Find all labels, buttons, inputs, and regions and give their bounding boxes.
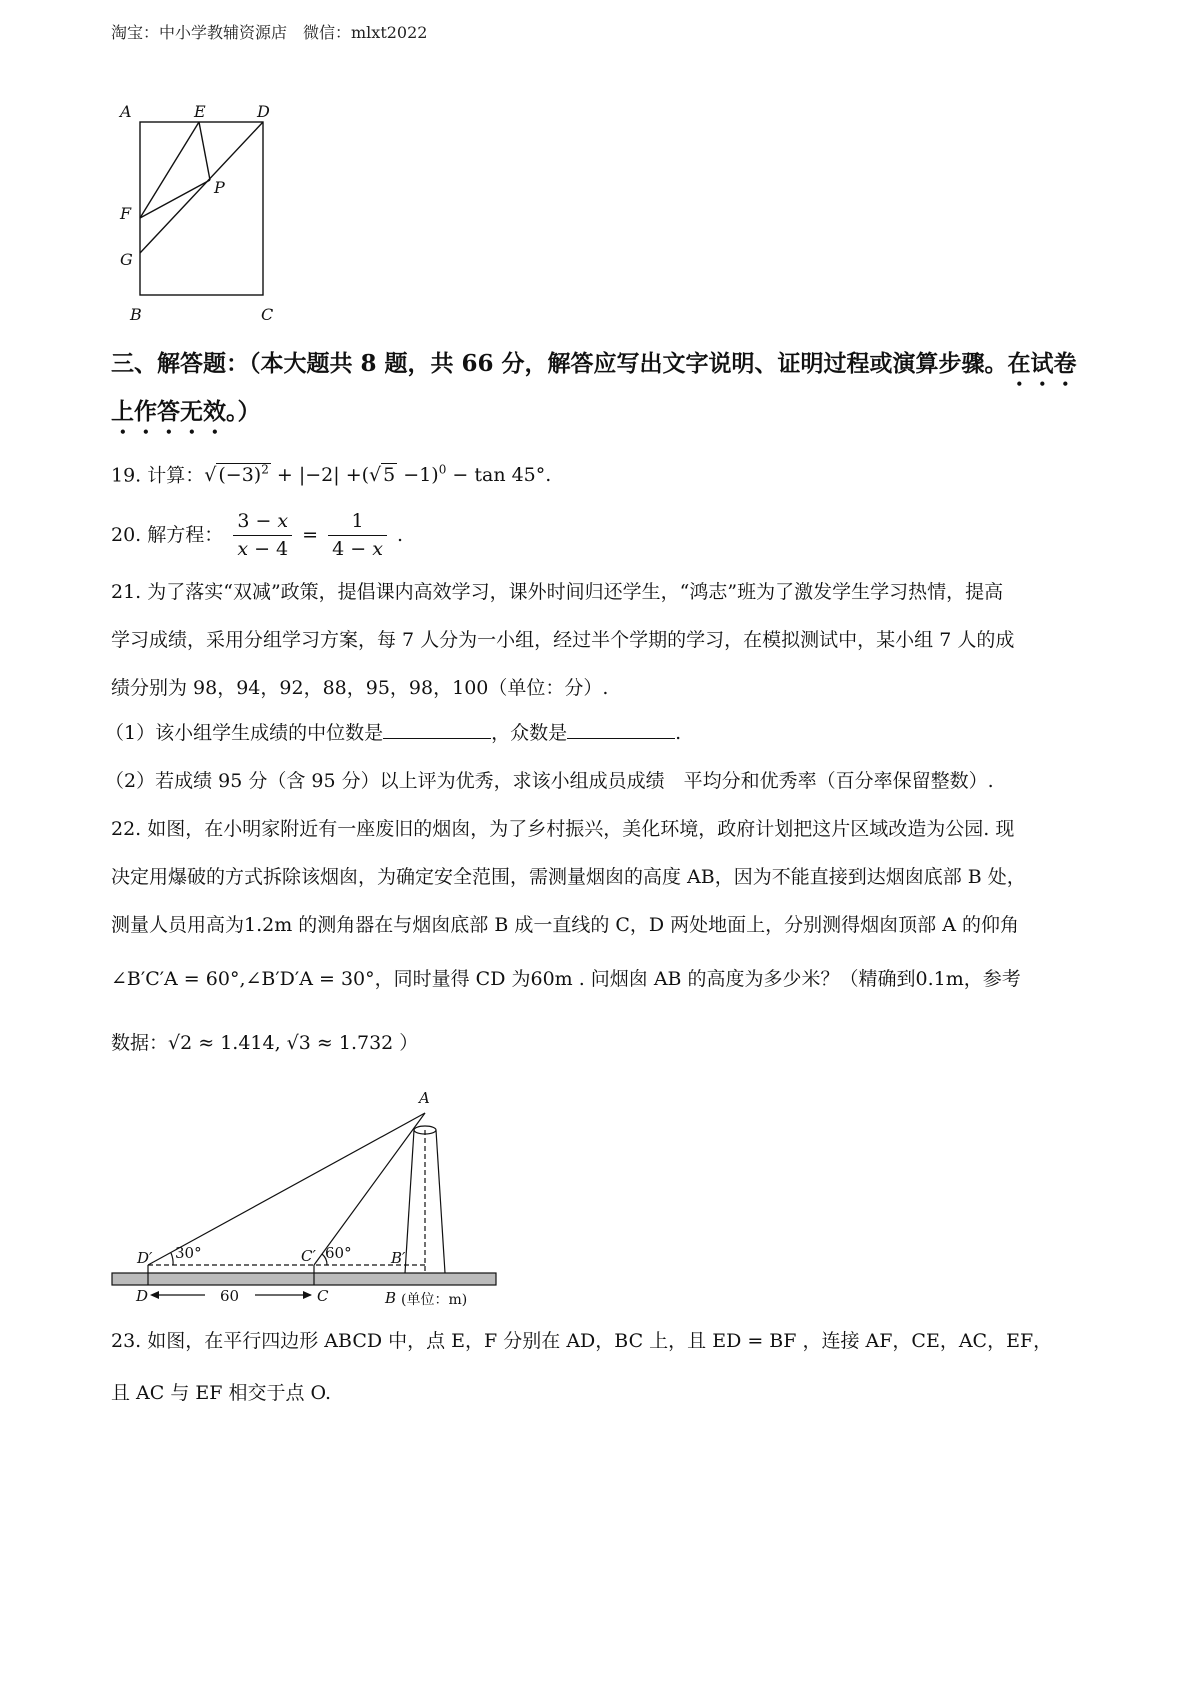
- question-22-line3: 测量人员用高为1.2m 的测角器在与烟囱底部 B 成一直线的 C，D 两处地面上，分别测得烟囱顶部 A 的仰角: [111, 914, 1019, 936]
- label-unit: (单位：m): [401, 1292, 468, 1308]
- question-22-line1: 22. 如图，在小明家附近有一座废旧的烟囱，为了乡村振兴，美化环境，政府计划把这片区域改造为公园. 现: [111, 818, 1015, 840]
- label-angle-30: 30°: [175, 1244, 202, 1262]
- question-21-line1: 21. 为了落实“双减”政策，提倡课内高效学习，课外时间归还学生，“鸿志”班为了激发学生学习热情，提高: [111, 581, 1004, 603]
- answer-blank-median: [383, 722, 491, 739]
- question-23-line1: 23. 如图，在平行四边形 ABCD 中，点 E，F 分别在 AD，BC 上，且 ED = BF ，连接 AF，CE，AC，EF，: [111, 1330, 1053, 1352]
- question-21-line3: 绩分别为 98，94，92，88，95，98，100（单位：分）.: [111, 677, 609, 699]
- label-a: A: [419, 1089, 430, 1107]
- segment-fp: [140, 180, 210, 218]
- arrow-right: [303, 1291, 312, 1299]
- label-angle-60: 60°: [325, 1244, 352, 1262]
- emphasis-text-1: 在试卷: [1007, 350, 1077, 377]
- label-f: F: [120, 204, 132, 223]
- question-20: 20. 解方程： $\frac{3 - x}{x - 4}$ = $\frac{1}{4 - x}$ .: [111, 510, 404, 560]
- label-b-prime: B′: [391, 1249, 406, 1267]
- question-23-line2: 且 AC 与 EF 相交于点 O.: [111, 1382, 332, 1404]
- arrow-left: [150, 1291, 159, 1299]
- label-d: D: [257, 105, 270, 121]
- fraction-right: $\frac{1}{4 - x}$: [328, 510, 387, 561]
- page-header: 淘宝：中小学教辅资源店 微信：mlxt2022: [111, 23, 428, 42]
- label-d-prime: D′: [137, 1249, 153, 1267]
- question-22-line2: 决定用爆破的方式拆除该烟囱，为确定安全范围，需测量烟囱的高度 AB，因为不能直接到达烟囱底部 B 处，: [111, 866, 1026, 888]
- section-heading: 三、解答题：（本大题共 8 题，共 66 分，解答应写出文字说明、证明过程或演算步骤。在试卷: [111, 350, 1077, 377]
- label-c-prime: C′: [301, 1247, 316, 1265]
- question-21-part1: （1）该小组学生成绩的中位数是 ，众数是 .: [105, 722, 682, 744]
- chimney-left-edge: [405, 1130, 414, 1273]
- chimney-right-edge: [436, 1130, 445, 1273]
- label-c: C: [317, 1287, 329, 1305]
- figure-rectangle-abcd: [110, 105, 290, 330]
- label-distance: 60: [220, 1287, 240, 1305]
- expression-19: √ $(-3)^2 + |-2|$ +(√ 5 −1)$^0$ − tan 45°.: [204, 463, 552, 487]
- emphasis-text-2: 上作答无效: [111, 398, 226, 425]
- question-21-line2: 学习成绩，采用分组学习方案，每 7 人分为一小组，经过半个学期的学习，在模拟测试中，某小组 7 人的成: [111, 629, 1015, 651]
- segment-ep: [199, 122, 210, 180]
- question-21-part2: （2）若成绩 95 分（含 95 分）以上评为优秀，求该小组成员成绩 平均分和优秀率（百分率保留整数）.: [105, 770, 994, 792]
- ground-strip: [112, 1273, 496, 1285]
- label-b: B: [130, 305, 142, 324]
- label-d: D: [136, 1287, 149, 1305]
- fraction-left: $\frac{3 - x}{x - 4}$: [233, 510, 292, 561]
- angle-arc-30: [171, 1253, 173, 1265]
- sight-line-d: [148, 1113, 425, 1265]
- question-19: 19. 计算：√ $(-3)^2 + |-2|$ +(√ 5 −1)$^0$ − tan 45°.: [111, 463, 552, 487]
- label-c: C: [261, 305, 274, 324]
- figure-chimney: [105, 1085, 535, 1310]
- label-b: B: [385, 1289, 397, 1307]
- label-e: E: [194, 105, 206, 121]
- sight-line-c: [314, 1113, 425, 1265]
- label-a: A: [120, 105, 132, 121]
- segment-fe: [140, 122, 199, 218]
- label-p: P: [214, 178, 225, 197]
- question-22-line5: 数据：√2 ≈ 1.414, √3 ≈ 1.732 ）: [111, 1032, 419, 1054]
- question-22-line4: ∠B′C′A = 60°,∠B′D′A = 30°，同时量得 CD 为60m . 问烟囱 AB 的高度为多少米？（精确到0.1m，参考: [111, 968, 1021, 990]
- section-heading-line2: 上作答无效。）: [111, 398, 261, 425]
- label-g: G: [120, 250, 133, 269]
- answer-blank-mode: [567, 722, 675, 739]
